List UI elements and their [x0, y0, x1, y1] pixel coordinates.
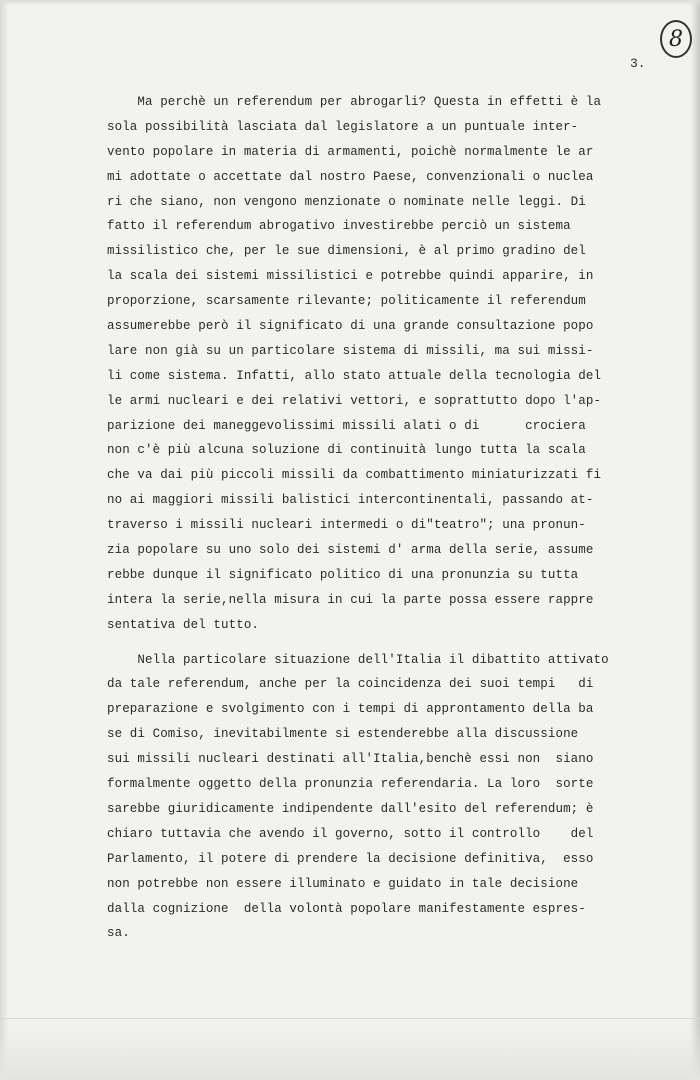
- text-line: ri che siano, non vengono menzionate o nominate nelle leggi. Di: [107, 194, 586, 209]
- text-line: Parlamento, il potere di prendere la decisione definitiva, esso: [107, 851, 594, 866]
- text-line: non c'è più alcuna soluzione di continuità lungo tutta la scala: [107, 443, 586, 458]
- text-line: sentativa del tutto.: [107, 617, 260, 632]
- scan-fold-line: [0, 1018, 700, 1019]
- text-line: missilistico che, per le sue dimensioni, è al primo gradino del: [107, 244, 586, 259]
- text-line: lare non già su un particolare sistema di missili, ma sui missi-: [107, 343, 594, 358]
- handwritten-circled-number: 8: [660, 20, 692, 58]
- text-line: chiaro tuttavia che avendo il governo, sotto il controllo del: [107, 826, 594, 841]
- scan-edge-left: [0, 0, 8, 1080]
- text-line: fatto il referendum abrogativo investirebbe perciò un sistema: [107, 219, 571, 234]
- text-line: Nella particolare situazione dell'Italia il dibattito attivato: [107, 652, 609, 667]
- paragraph-1: [107, 90, 639, 638]
- text-line: da tale referendum, anche per la coincidenza dei suoi tempi di: [107, 677, 594, 692]
- text-line: formalmente oggetto della pronunzia referendaria. La loro sorte: [107, 777, 594, 792]
- text-line: intera la serie,nella misura in cui la parte possa essere rappre: [107, 592, 594, 607]
- paragraph-gap: [107, 638, 639, 648]
- body-text: [107, 90, 639, 946]
- text-line: sola possibilità lasciata dal legislatore a un puntuale inter-: [107, 119, 579, 134]
- text-line: parizione dei maneggevolissimi missili alati o di crociera: [107, 418, 586, 433]
- text-line: Ma perchè un referendum per abrogarli? Questa in effetti è la: [107, 95, 602, 109]
- text-line: sui missili nucleari destinati all'Italia,benchè essi non siano: [107, 752, 594, 767]
- text-line: traverso i missili nucleari intermedi o di"teatro"; una pronun-: [107, 518, 586, 533]
- text-line: proporzione, scarsamente rilevante; politicamente il referendum: [107, 294, 586, 309]
- scan-edge-bottom: [0, 1020, 700, 1080]
- text-line: no ai maggiori missili balistici intercontinentali, passando at-: [107, 493, 594, 508]
- text-line: se di Comiso, inevitabilmente si estenderebbe alla discussione: [107, 727, 579, 742]
- text-line: la scala dei sistemi missilistici e potrebbe quindi apparire, in: [107, 269, 594, 284]
- text-line: mi adottate o accettate dal nostro Paese, convenzionali o nuclea: [107, 169, 594, 184]
- text-line: vento popolare in materia di armamenti, poichè normalmente le ar: [107, 144, 594, 159]
- text-line: dalla cognizione della volontà popolare manifestamente espres-: [107, 901, 586, 916]
- text-line: preparazione e svolgimento con i tempi di approntamento della ba: [107, 702, 594, 717]
- text-line: sarebbe giuridicamente indipendente dall'esito del referendum; è: [107, 801, 594, 816]
- page-number: 3.: [630, 56, 646, 71]
- text-line: rebbe dunque il significato politico di una pronunzia su tutta: [107, 567, 579, 582]
- text-line: zia popolare su uno solo dei sistemi d' arma della serie, assume: [107, 543, 594, 558]
- scan-edge-top: [0, 0, 700, 6]
- text-line: assumerebbe però il significato di una grande consultazione popo: [107, 319, 594, 334]
- text-line: non potrebbe non essere illuminato e guidato in tale decisione: [107, 876, 579, 891]
- scan-edge-right: [690, 0, 700, 1080]
- text-line: sa.: [107, 926, 130, 941]
- text-line: li come sistema. Infatti, allo stato attuale della tecnologia del: [107, 368, 602, 383]
- paragraph-2: [107, 648, 639, 947]
- text-line: le armi nucleari e dei relativi vettori, e soprattutto dopo l'ap-: [107, 393, 602, 408]
- text-line: che va dai più piccoli missili da combattimento miniaturizzati fi: [107, 468, 602, 483]
